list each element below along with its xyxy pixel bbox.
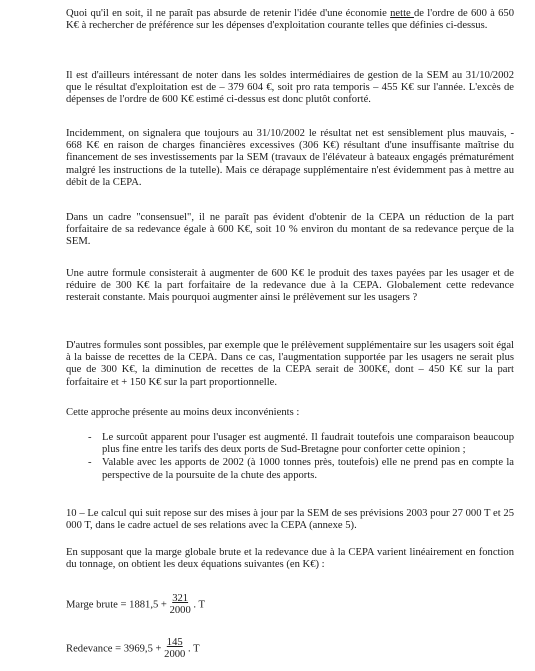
paragraph-cadre-consensuel: Dans un cadre "consensuel", il ne paraît pas évident d'obtenir de la CEPA un réduction de la part forfaitaire de sa redevance égale à 600 K€, soit 10 % environ du montant de sa redevance perçue de la SEM.: [66, 212, 514, 248]
paragraph-autre-formule: Une autre formule consisterait à augmenter de 600 K€ le produit des taxes payées par les usager et de réduire de 300 K€ la part forfaitaire de la redevance due à la CEPA. Globalement cette redevance resterait constante. Mais pourquoi augmenter ainsi le prélèvement sur les usagers ?: [66, 268, 514, 304]
paragraph-footnote-10: 10 – Le calcul qui suit repose sur des mises à jour par la SEM de ses prévisions 2003 pour 27 000 T et 25 000 T, dans le cadre actuel de ses relations avec la CEPA (annexe 5).: [66, 508, 514, 532]
equation-marge-lhs: Marge brute = 1881,5 +: [66, 599, 170, 611]
fraction-denominator: 2000: [169, 605, 191, 617]
equation-redevance: [66, 637, 366, 661]
paragraph-equations-intro: En supposant que la marge globale brute et la redevance due à la CEPA varient linéairement en fonction du tonnage, on obtient les deux équations suivantes (en K€) :: [66, 547, 514, 571]
equation-redevance-fraction: [164, 637, 185, 661]
paragraph-soldes-intermediaires: Il est d'ailleurs intéressant de noter dans les soldes intermédiaires de gestion de la SEM au 31/10/2002 que le résultat d'exploitation est de – 379 604 €, soit pro rata temporis – 455 K€ sur l'année. L'excès de dépenses de l'ordre de 600 K€ estimé ci-dessus est donc plutôt conforté.: [66, 70, 514, 106]
equation-redevance-suffix: . T: [185, 643, 200, 655]
paragraph-inconvenients-intro: Cette approche présente au moins deux inconvénients :: [66, 407, 300, 418]
p1-text-end: de l'ordre de 600 à 650 K€ à rechercher de préférence sur les dépenses d'exploitation courante telles que définies ci-dessus.: [66, 8, 514, 32]
fraction-numerator: 145: [166, 637, 183, 648]
bullet-dash: -: [88, 457, 92, 469]
inconvenients-list: [88, 432, 514, 483]
p1-underlined-word: nette: [390, 8, 414, 19]
paragraph-resultat-net: Incidemment, on signalera que toujours au 31/10/2002 le résultat net est sensiblement plus mauvais, - 668 K€ en raison de charges financières excessives (306 K€) résultant d'une insuffisante maîtrise du financement de ses investissements par la SEM (travaux de l'élévateur à bateaux engagés prématurément malgré les instructions de la tutelle). Mais ce dérapage supplémentaire n'est évidemment pas à mettre au débit de la CEPA.: [66, 128, 514, 188]
fraction-numerator: 321: [172, 593, 189, 604]
bullet-dash: -: [88, 432, 92, 443]
fraction-denominator: 2000: [164, 649, 186, 661]
list-item: [88, 457, 514, 481]
paragraph-economie-nette: [66, 8, 514, 32]
equation-marge-brute: [66, 593, 366, 617]
list-item: [88, 432, 514, 456]
list-item-text: Le surcoût apparent pour l'usager est augmenté. Il faudrait toutefois une comparaison beaucoup plus fine entre les tarifs des deux ports de Sud-Bretagne pour conforter cette opinion ;: [102, 432, 514, 456]
equation-marge-suffix: . T: [190, 599, 205, 611]
list-item-text: Valable avec les apports de 2002 (à 1000 tonnes près, toutefois) elle ne prend pas en compte la perspective de la poursuite de la chute des apports.: [102, 457, 514, 481]
equation-marge-fraction: [170, 593, 191, 617]
equation-redevance-lhs: Redevance = 3969,5 +: [66, 643, 165, 655]
p1-text-start: Quoi qu'il en soit, il ne paraît pas absurde de retenir l'idée d'une économie: [66, 8, 391, 19]
paragraph-autres-formules: D'autres formules sont possibles, par exemple que le prélèvement supplémentaire sur les usagers soit égal à la baisse de recettes de la CEPA. Dans ce cas, l'augmentation supportée par les usagers ne serait plus que de 300 K€, la diminution de recettes de la CEPA serait de 300K€, dont – 450 K€ sur la part forfaitaire et + 150 K€ sur la part proportionnelle.: [66, 340, 514, 388]
